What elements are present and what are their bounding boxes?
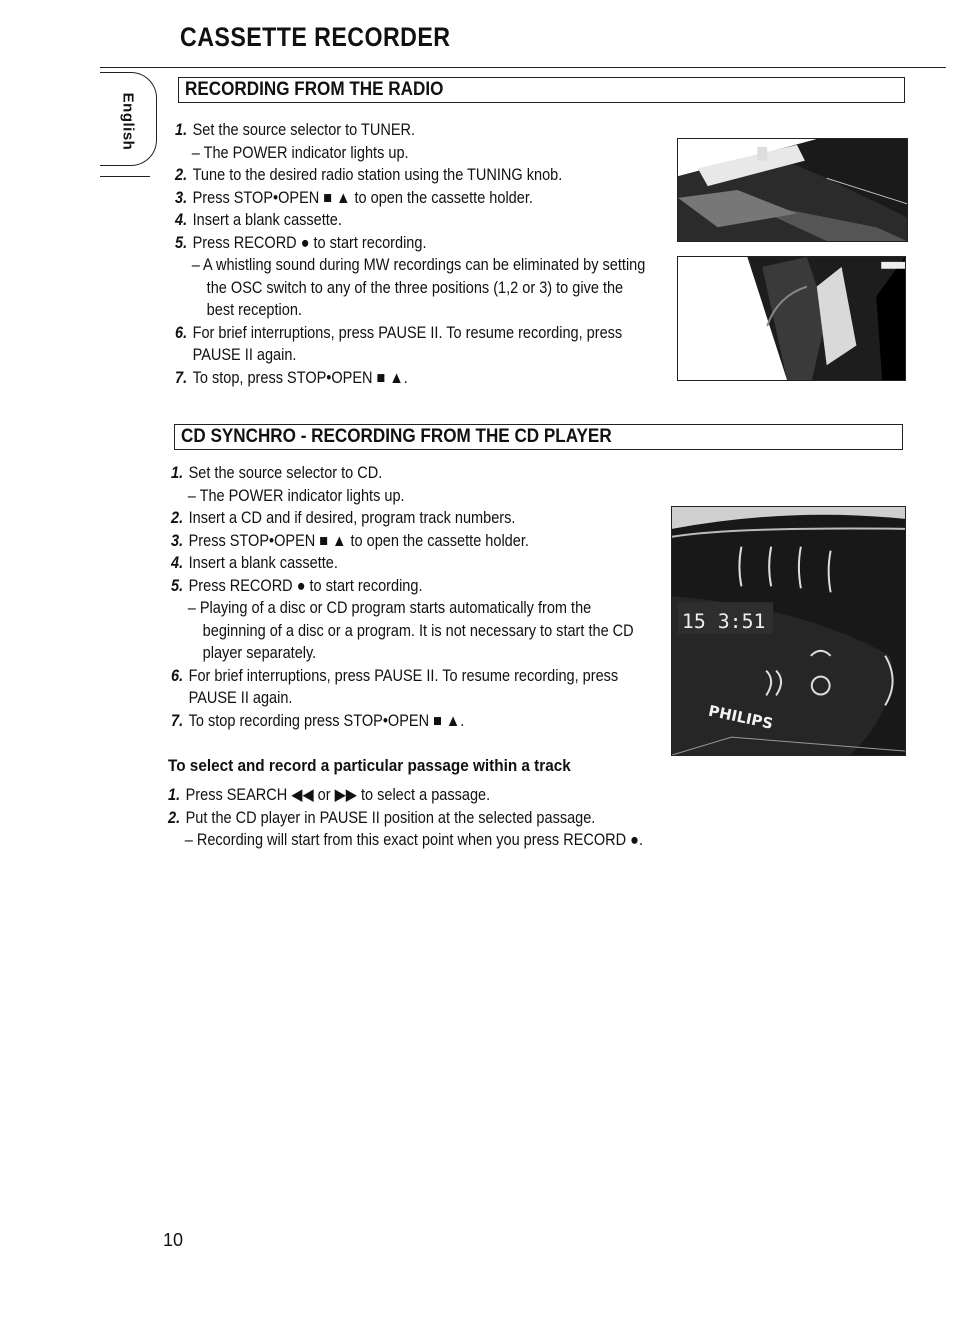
step-number: 7. — [171, 711, 184, 730]
step-item — [171, 462, 651, 485]
step-number: 1. — [175, 121, 188, 139]
brand-label: PHILIPS — [706, 701, 775, 733]
step-item — [175, 164, 650, 187]
step-text: To stop, press STOP•OPEN ■ ▲. — [192, 368, 408, 387]
step-item — [171, 530, 651, 553]
step-text: Press RECORD ● to start recording. — [188, 576, 423, 595]
radio-steps — [175, 119, 650, 389]
cd-synchro-steps — [171, 462, 651, 732]
step-item — [175, 322, 650, 367]
step-text: Insert a blank cassette. — [188, 554, 338, 572]
step-text: Press SEARCH ◀◀ or ▶▶ to select a passage. — [185, 786, 491, 804]
step-item — [175, 232, 650, 255]
step-item — [171, 507, 651, 530]
step-item — [168, 784, 643, 807]
page-title: CASSETTE RECORDER — [180, 22, 451, 52]
step-note: – Recording will start from this exact point when you press RECORD ●. — [168, 829, 643, 852]
cd-display-readout: 15 3:51 — [681, 610, 766, 634]
step-text: To stop recording press STOP•OPEN ■ ▲. — [188, 711, 465, 730]
step-number: 5. — [175, 233, 188, 252]
step-text: For brief interruptions, press PAUSE II. To resume recording, press PAUSE II again. — [188, 666, 619, 707]
step-number: 2. — [168, 808, 181, 827]
step-number: 3. — [175, 188, 188, 207]
step-number: 4. — [175, 211, 188, 229]
step-item — [175, 209, 650, 232]
step-text: Press RECORD ● to start recording. — [192, 233, 427, 252]
step-number: 2. — [171, 509, 184, 527]
section-heading-cd-synchro: CD SYNCHRO - RECORDING FROM THE CD PLAYER — [174, 424, 903, 450]
step-item — [171, 575, 651, 598]
passage-step-list — [168, 784, 643, 852]
step-item — [175, 367, 650, 390]
step-text: For brief interruptions, press PAUSE II. To resume recording, press PAUSE II again. — [192, 323, 623, 364]
step-item — [175, 187, 650, 210]
step-number: 6. — [171, 666, 184, 685]
page-number: 10 — [163, 1230, 184, 1250]
step-text: Press STOP•OPEN ■ ▲ to open the cassette holder. — [188, 531, 529, 550]
step-note: – The POWER indicator lights up. — [171, 485, 651, 508]
radio-step-list — [175, 119, 650, 389]
step-item — [175, 119, 650, 142]
step-text: Set the source selector to CD. — [188, 464, 383, 482]
step-number: 7. — [175, 368, 188, 387]
language-tab-underline — [100, 176, 150, 177]
step-number: 6. — [175, 323, 188, 342]
step-number: 4. — [171, 554, 184, 572]
title-rule — [100, 67, 946, 68]
language-tab-label: English — [119, 92, 137, 150]
language-tab — [100, 72, 157, 166]
section-heading-radio: RECORDING FROM THE RADIO — [178, 77, 905, 103]
step-text: Insert a blank cassette. — [192, 211, 342, 229]
passage-heading: To select and record a particular passage within a track — [168, 756, 571, 775]
step-text: Tune to the desired radio station using the TUNING knob. — [192, 166, 563, 184]
step-note: – A whistling sound during MW recordings can be eliminated by setting the OSC switch to any of the three positions (1,2 or 3) to give the best reception. — [175, 254, 650, 322]
step-item — [171, 552, 651, 575]
step-text: Set the source selector to TUNER. — [192, 121, 416, 139]
step-number: 2. — [175, 166, 188, 184]
step-text: Insert a CD and if desired, program track numbers. — [188, 509, 516, 527]
cd-player-photo — [671, 506, 906, 756]
step-item — [171, 665, 651, 710]
step-number: 1. — [168, 786, 181, 804]
step-text: Put the CD player in PAUSE II position at the selected passage. — [185, 808, 596, 827]
cassette-deck-photo — [677, 138, 908, 242]
passage-steps — [168, 784, 643, 852]
cd-synchro-step-list — [171, 462, 651, 732]
step-text: Press STOP•OPEN ■ ▲ to open the cassette holder. — [192, 188, 533, 207]
step-note: – The POWER indicator lights up. — [175, 142, 650, 165]
step-number: 3. — [171, 531, 184, 550]
step-note: – Playing of a disc or CD program starts automatically from the beginning of a disc or a program. It is not necessary to start the CD player separately. — [171, 597, 651, 665]
step-item — [171, 710, 651, 733]
step-number: 1. — [171, 464, 184, 482]
step-number: 5. — [171, 576, 184, 595]
cassette-holder-photo — [677, 256, 906, 381]
step-item — [168, 807, 643, 830]
